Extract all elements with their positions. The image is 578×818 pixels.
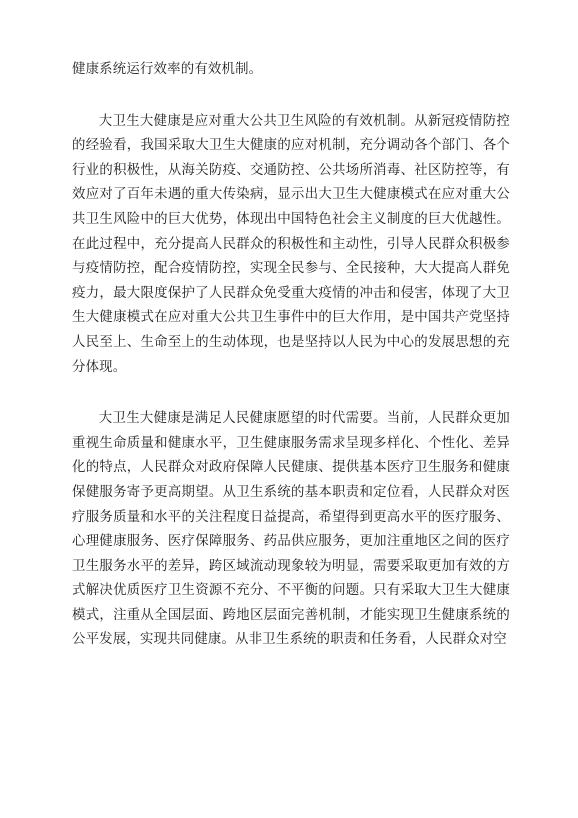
paragraph-health-needs: 大卫生大健康是满足人民健康愿望的时代需要。当前，人民群众更加重视生命质量和健康水平，卫生健康服务需求呈现多样化、个性化、差异化的特点，人民群众对政府保障人民健康、提供基本医疗卫生服务和健康保健服务寄予更高期望。从卫生系统的基本职责和定位看，人民群众对医疗服务质量和水平的关注程度日益提高，希望得到更高水平的医疗服务、心理健康服务、医疗保障服务、药品供应服务，更加注重地区之间的医疗卫生服务水平的差异，跨区域流动现象较为明显，需要采取更加有效的方式解决优质医疗卫生资源不充分、不平衡的问题。只有采取大卫生大健康模式，注重从全国层面、跨地区层面完善机制，才能实现卫生健康系统的公平发展，实现共同健康。从非卫生系统的职责和任务看，人民群众对空 — [72, 411, 510, 648]
paragraph-public-health-risk: 大卫生大健康是应对重大公共卫生风险的有效机制。从新冠疫情防控的经验看，我国采取大卫生大健康的应对机制，充分调动各个部门、各个行业的积极性，从海关防疫、交通防控、公共场所消毒、社区防控等，有效应对了百年未遇的重大传染病，显示出大卫生大健康模式在应对重大公共卫生风险中的巨大优势，体现出中国特色社会主义制度的巨大优越性。在此过程中，充分提高人民群众的积极性和主动性，引导人民群众积极参与疫情防控，配合疫情防控，实现全民参与、全民接种，大大提高人群免疫力，最大限度保护了人民群众免受重大疫情的冲击和侵害，体现了大卫生大健康模式在应对重大公共卫生事件中的巨大作用，是中国共产党坚持人民至上、生命至上的生动体现，也是坚持以人民为中心的发展思想的充分体现。 — [72, 113, 510, 375]
document-page — [72, 58, 510, 653]
paragraph-continuation: 健康系统运行效率的有效机制。 — [72, 62, 263, 77]
